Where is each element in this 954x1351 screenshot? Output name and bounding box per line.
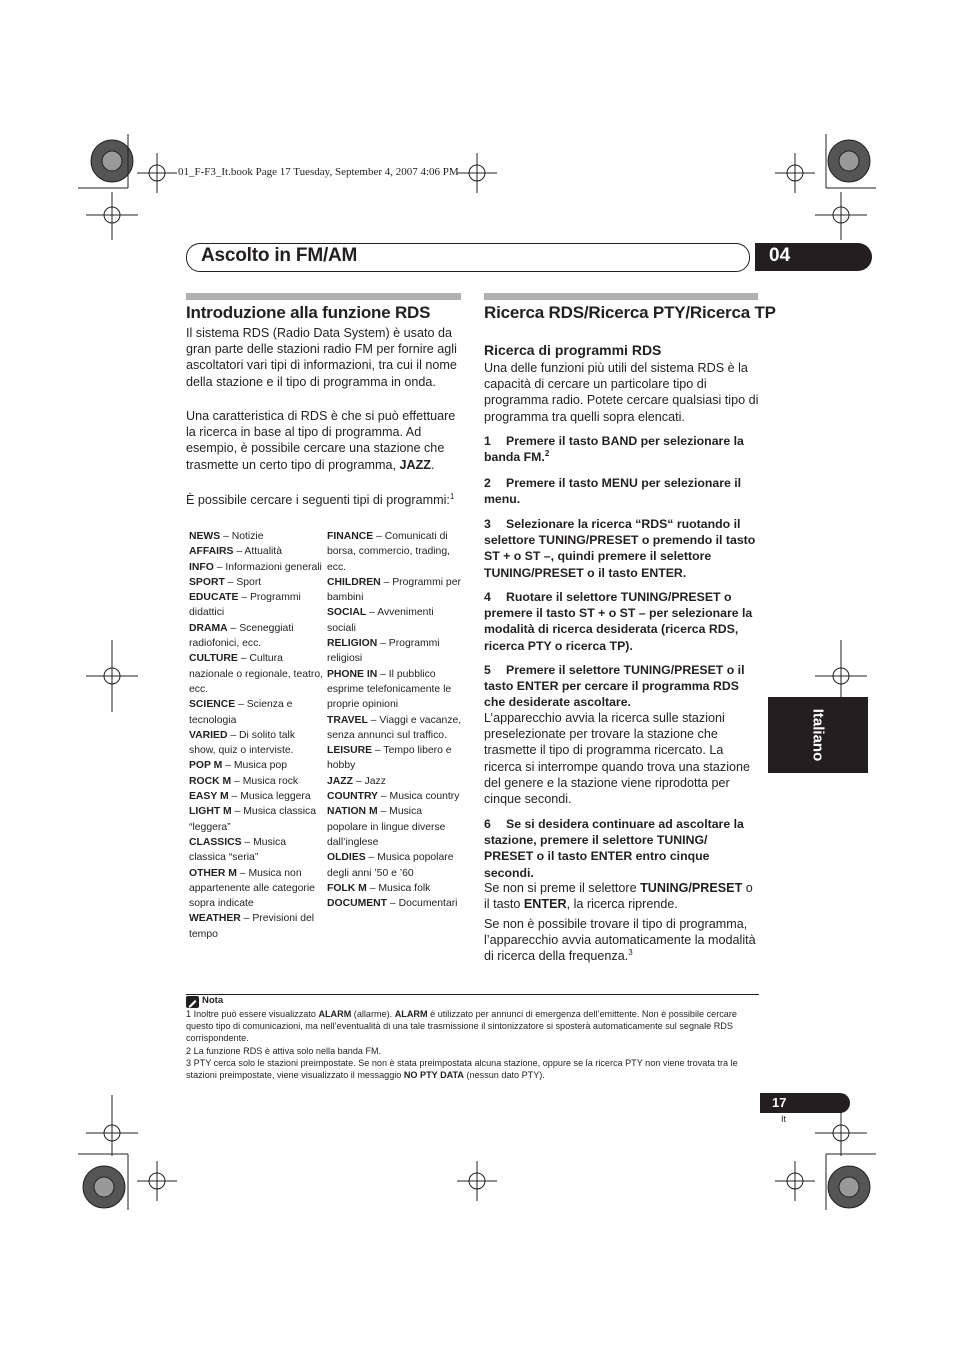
language-code: It [781,1114,787,1124]
step-6-body [484,880,760,912]
pty-code: RELIGION [327,638,378,650]
step-6-body-d: ENTER [523,897,567,912]
pty-code: EDUCATE [189,592,239,604]
step-1 [484,433,760,465]
pty-list-item [189,590,324,621]
pty-code: SPORT [189,576,225,588]
pty-code: INFO [189,561,214,573]
step-6-number: 6 [484,817,491,831]
pty-description: – Tempo libero e hobby [327,745,452,772]
pty-list-item [327,804,463,850]
pty-description: – Scienza e tecnologia [189,699,293,726]
step-1-text: Premere il tasto BAND per selezionare la banda FM. [484,434,744,465]
pty-description: – Programmi religiosi [327,638,440,665]
pty-list-item [189,575,324,590]
pty-list-item [189,529,324,544]
pty-description: – Musica classica “leggera” [189,806,317,833]
pty-list-item [189,651,324,697]
feature-paragraph [186,408,462,473]
pty-list-column-2 [327,529,463,911]
step-5-number: 5 [484,663,491,677]
footnote-ref-2: 2 [544,449,550,459]
pty-list-item [189,621,324,652]
pty-code: VARIED [189,729,228,741]
step-5-text: Premere il selettore TUNING/PRESET o il tasto ENTER per cercare il programma RDS che desiderate ascoltare. [484,663,745,710]
pty-code: SOCIAL [327,607,367,619]
footnotes [186,1008,761,1081]
pty-description: – Cultura nazionale o regionale, teatro, ecc. [189,653,324,695]
pty-code: SCIENCE [189,699,236,711]
pty-code: PHONE IN [327,668,378,680]
footnote-3-c: (nessun dato PTY). [463,1070,545,1081]
pty-description: – Musica country [378,791,460,803]
pty-code: WEATHER [189,913,241,925]
intro-paragraph: Il sistema RDS (Radio Data System) è usato da gran parte delle stazioni radio FM per fornire agli ascoltatori vari tipi di informazioni, tra cui il nome della stazione e il tipo di programma in onda. [186,326,457,389]
chapter-header [186,243,750,272]
language-label: Italiano [809,708,827,762]
notes-rule [186,994,759,995]
pty-description: – Musica rock [231,775,299,787]
pty-description: – Jazz [352,775,386,787]
notes-title: Nota [202,995,224,1006]
pty-list-item [189,804,324,835]
footnote-1-e: è utilizzato per annunci di emergenza dell’emittente. Non è possibile cercare questo tipo di comunicazioni, ma nell’eventualità di una tale trasmissione il sintonizzatore si sposterà automaticamente sul segnale RDS corrispondente. [186,1009,737,1044]
pencil-icon [186,996,199,1008]
pty-list-item [189,835,324,866]
pty-description: – Avvenimenti sociali [327,607,434,634]
search-types-text: È possibile cercare i seguenti tipi di programmi: [186,493,450,507]
step-6-body-b: TUNING/PRESET [640,881,743,895]
pty-list-item [327,850,463,881]
footnote-3-a: 3 PTY cerca solo le stazioni preimpostate. Se non è stata preimpostata alcuna stazione, oppure se la ricerca PTY non viene trovata tra le stazioni preimpostate, viene visualizzato il messaggio [186,1057,738,1081]
pty-code: NATION M [327,806,378,818]
pty-code: CULTURE [189,653,238,665]
section-rule [484,293,758,300]
footnote-1-d: ALARM [394,1009,428,1019]
pty-code: ROCK M [189,775,232,787]
footnote-1-a: 1 Inoltre può essere visualizzato [186,1009,319,1019]
pty-list-item [327,575,463,606]
pty-list-item [327,605,463,636]
pty-description: – Notizie [220,531,264,542]
pty-description: – Attualità [233,546,282,558]
pty-code: COUNTRY [327,791,378,803]
pty-description: – Musica pop [222,760,288,772]
pty-code: AFFAIRS [189,546,234,558]
pty-description: – Musica non appartenente alle categorie sopra indicate [189,867,315,910]
step-4-number: 4 [484,590,491,604]
pty-description: – Musica leggera [228,791,311,803]
footnote-ref-3: 3 [628,948,633,958]
step-2-number: 2 [484,476,491,490]
page-number: 17 [772,1095,787,1110]
final-paragraph [484,916,760,965]
step-6-body-e: , la ricerca riprende. [566,897,678,912]
pty-list-item [189,789,324,804]
chapter-number-badge [755,243,872,271]
step-1-number: 1 [484,434,491,448]
pty-list-item [189,544,324,559]
pty-list-item [189,758,324,773]
footnote-2: 2 La funzione RDS è attiva solo nella banda FM. [186,1045,382,1056]
pty-list-item [327,636,463,667]
chapter-title: Ascolto in FM/AM [201,245,358,266]
feature-text: Una caratteristica di RDS è che si può effettuare la ricerca in base al tipo di programma. Ad esempio, è possibile cercare una stazione che trasmette un certo tipo di programma, [186,409,456,472]
pty-list-item [327,713,463,744]
pty-description: – Documentari [387,898,458,910]
pty-list-item [189,911,324,942]
pty-description: – Musica classica “seria” [189,836,287,864]
pty-code: JAZZ [327,775,353,787]
step-6 [484,816,760,881]
language-side-tab [768,697,868,773]
pty-list-item [327,743,463,774]
search-types-paragraph [186,492,462,508]
section-rule [186,293,461,300]
step-6-text: Se si desidera continuare ad ascoltare la stazione, premere il selettore TUNING/ PRESET o il tasto ENTER entro cinque secondi. [484,817,744,880]
page-number-badge [760,1093,850,1113]
pty-list-item [327,881,463,896]
pty-description: – Programmi didattici [189,592,301,619]
step-3 [484,516,760,581]
step-5 [484,662,760,711]
pty-description: – Comunicati di borsa, commercio, trading, ecc. [327,531,451,573]
footnote-3 [186,1057,761,1081]
pty-code: DRAMA [189,622,228,634]
footnote-1-c: (allarme). [351,1009,395,1019]
pty-list-item [327,789,463,804]
pty-description: – Sport [224,576,262,588]
pty-list-column-1 [189,529,324,942]
pty-description: – Viaggi e vacanze, senza annunci sul traffico. [327,714,462,741]
step-2 [484,475,760,507]
pty-list-item [189,866,324,912]
pty-code: LEISURE [327,745,373,757]
pty-list-item [189,560,324,575]
pty-code: OTHER M [189,867,237,879]
pty-list-item [327,774,463,789]
book-info-line: 01_F-F3_It.book Page 17 Tuesday, September 4, 2007 4:06 PM [178,166,459,178]
step-3-number: 3 [484,517,491,531]
pty-list-item [189,728,324,759]
pty-code: DOCUMENT [327,898,388,910]
chapter-number: 04 [769,245,791,266]
pty-description: – Il pubblico esprime telefonicamente le proprie opinioni [327,668,452,711]
footnote-3-b: NO PTY DATA [403,1070,464,1081]
step-6-body-a: Se non si preme il selettore [484,881,641,895]
pty-code: EASY M [189,791,229,803]
pty-code: FINANCE [327,531,374,542]
pty-description: – Musica popolare in lingue diverse dall’inglese [327,806,446,848]
pty-code: LIGHT M [189,806,232,818]
pty-list-item [327,667,463,713]
footnote-1 [186,1008,761,1045]
pty-description: – Previsioni del tempo [189,913,315,940]
feature-jazz: JAZZ [399,457,431,472]
pty-code: TRAVEL [327,714,368,726]
pty-description: – Sceneggiati radiofonici, ecc. [189,622,294,650]
pty-code: OLDIES [327,852,366,864]
pty-description: – Di solito talk show, quiz o interviste. [189,729,296,757]
pty-code: CLASSICS [189,836,242,848]
final-text: Se non è possibile trovare il tipo di programma, l’apparecchio avvia automaticamente la modalità di ricerca della frequenza. [484,917,756,964]
step-6-body-c: o il tasto [484,881,753,912]
pty-list-item [327,529,463,575]
pty-list-item [189,697,324,728]
step-5-body: L’apparecchio avvia la ricerca sulle stazioni preselezionate per trovare la stazione che trasmette il tipo di programma ricercato. La ricerca si interrompe quando trova una stazione del genere e la stazione viene riprodotta per cinque secondi. [484,711,751,807]
section-title-rds-search: Ricerca RDS/Ricerca PTY/Ricerca TP [484,303,776,322]
step-4-text: Ruotare il selettore TUNING/PRESET o premere il tasto ST + o ST – per selezionare la modalità di ricerca desiderata (ricerca RDS, ricerca PTY o ricerca TP). [484,590,753,653]
pty-description: – Musica popolare degli anni ’50 e ’60 [327,852,454,879]
pty-description: – Musica folk [366,882,431,894]
pty-code: POP M [189,760,223,772]
pty-code: CHILDREN [327,576,381,588]
feature-end: . [430,457,435,472]
section-title-rds-intro: Introduzione alla funzione RDS [186,303,431,322]
step-3-text: Selezionare la ricerca “RDS“ ruotando il selettore TUNING/PRESET o premendo il tasto ST + o ST –, quindi premere il selettore TUNING/PRESET o il tasto ENTER. [484,517,756,580]
footnote-ref-1: 1 [449,491,455,501]
search-intro: Una delle funzioni più utili del sistema RDS è la capacità di cercare un particolare tipo di programma radio. Potete cercare qualsiasi tipo di programma tra quelli sopra elencati. [484,361,759,424]
pty-description: – Programmi per bambini [327,576,461,604]
step-4 [484,589,760,654]
subsection-title: Ricerca di programmi RDS [484,342,662,358]
step-2-text: Premere il tasto MENU per selezionare il menu. [484,476,742,507]
footnote-1-b: ALARM [318,1009,352,1019]
pty-code: NEWS [189,531,221,542]
pty-list-item [189,774,324,789]
pty-description: – Informazioni generali [213,561,322,573]
pty-list-item [327,896,463,911]
pty-code: FOLK M [327,882,367,894]
